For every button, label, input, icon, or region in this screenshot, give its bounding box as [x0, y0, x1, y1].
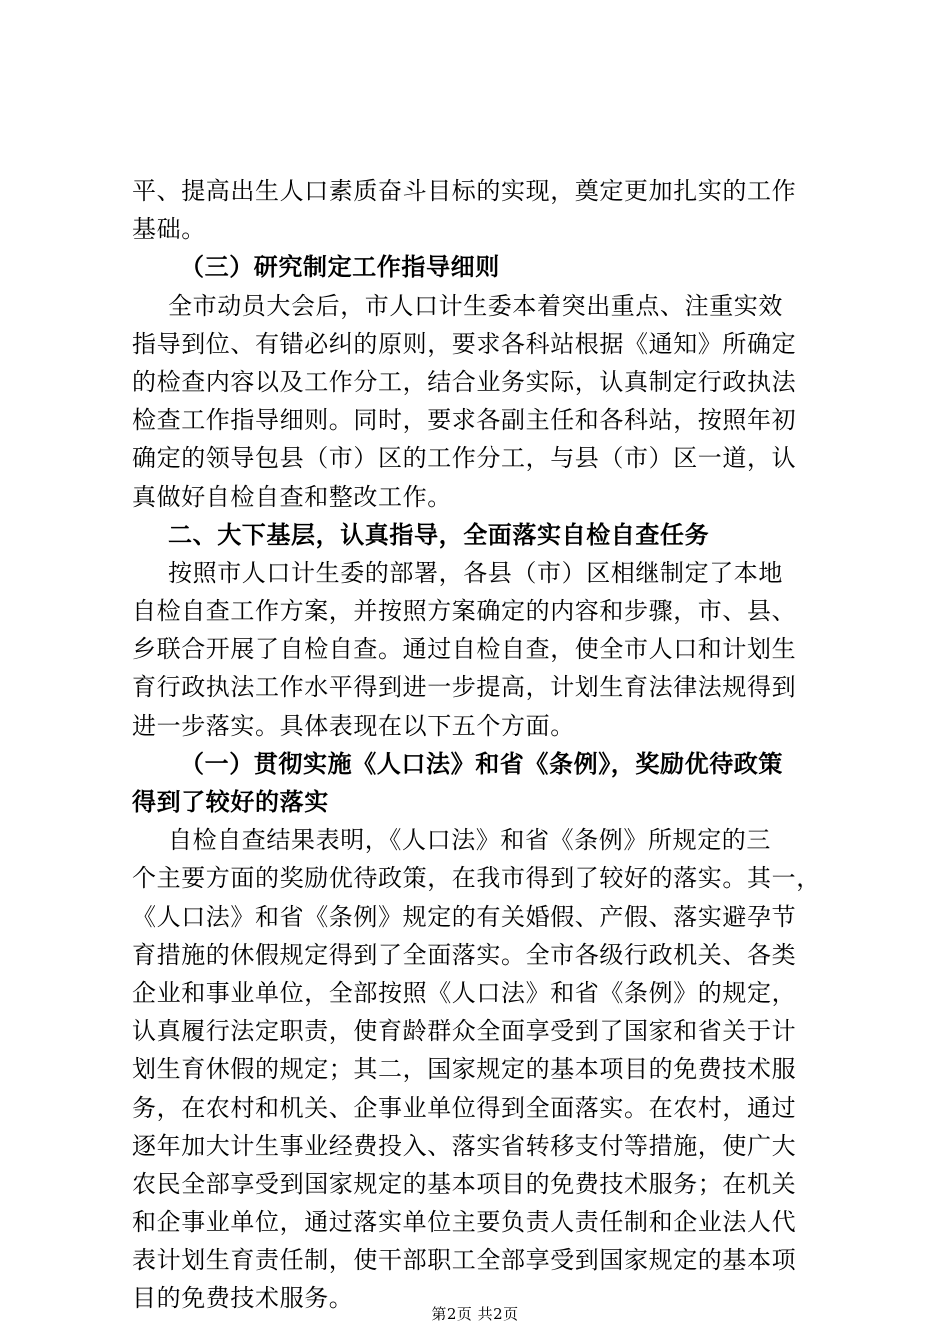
paragraph-line: 检查工作指导细则。同时，要求各副主任和各科站，按照年初 [132, 406, 797, 435]
paragraph-line: 划生育休假的规定；其二，国家规定的基本项目的免费技术服 [132, 1055, 797, 1084]
paragraph-line: 企业和事业单位，全部按照《人口法》和省《条例》的规定， [132, 978, 797, 1007]
paragraph-line: 乡联合开展了自检自查。通过自检自查，使全市人口和计划生 [132, 635, 797, 664]
paragraph-line: 全市动员大会后，市人口计生委本着突出重点、注重实效 [168, 291, 783, 320]
paragraph-line: 基础。 [132, 215, 206, 244]
paragraph-line: 平、提高出生人口素质奋斗目标的实现，奠定更加扎实的工作 [132, 177, 797, 205]
paragraph-line: 自检自查结果表明，《人口法》和省《条例》所规定的三 [168, 826, 771, 855]
paragraph-line: 目的免费技术服务。 [132, 1284, 354, 1313]
page-footer: 第2页 共2页 [431, 1305, 519, 1323]
paragraph-line: 农民全部享受到国家规定的基本项目的免费技术服务；在机关 [132, 1169, 797, 1198]
paragraph-line: 指导到位、有错必纠的原则，要求各科站根据《通知》所确定 [132, 329, 797, 358]
paragraph-line: 育行政执法工作水平得到进一步提高，计划生育法律法规得到 [132, 673, 797, 702]
paragraph-line: 自检自查工作方案，并按照方案确定的内容和步骤，市、县、 [132, 597, 797, 626]
paragraph-line: 真做好自检自查和整改工作。 [132, 482, 452, 511]
paragraph-line: 逐年加大计生事业经费投入、落实省转移支付等措施，使广大 [132, 1131, 797, 1160]
paragraph-line: 和企事业单位，通过落实单位主要负责人责任制和企业法人代 [132, 1208, 797, 1237]
section-heading-line: （三）研究制定工作指导细则 [180, 253, 500, 282]
paragraph-line: 《人口法》和省《条例》规定的有关婚假、产假、落实避孕节 [132, 902, 797, 931]
paragraph-line: 育措施的休假规定得到了全面落实。全市各级行政机关、各类 [132, 940, 797, 969]
paragraph-line: 务，在农村和机关、企事业单位得到全面落实。在农村，通过 [132, 1093, 797, 1122]
document-body [132, 172, 832, 1318]
paragraph-line: 确定的领导包县（市）区的工作分工，与县（市）区一道，认 [132, 444, 797, 473]
section-heading-line: 得到了较好的落实 [132, 788, 329, 816]
paragraph-line: 进一步落实。具体表现在以下五个方面。 [132, 711, 575, 740]
paragraph-line: 个主要方面的奖励优待政策，在我市得到了较好的落实。其一， [132, 864, 821, 893]
paragraph-line: 表计划生育责任制，使干部职工全部享受到国家规定的基本项 [132, 1246, 797, 1275]
paragraph-line: 按照市人口计生委的部署，各县（市）区相继制定了本地 [168, 558, 783, 587]
paragraph-line: 的检查内容以及工作分工，结合业务实际，认真制定行政执法 [132, 367, 797, 396]
section-heading-line: 二、大下基层，认真指导，全面落实自检自查任务 [168, 520, 710, 549]
section-heading-line: （一）贯彻实施《人口法》和省《条例》，奖励优待政策 [180, 749, 783, 778]
paragraph-line: 认真履行法定职责，使育龄群众全面享受到了国家和省关于计 [132, 1017, 797, 1046]
